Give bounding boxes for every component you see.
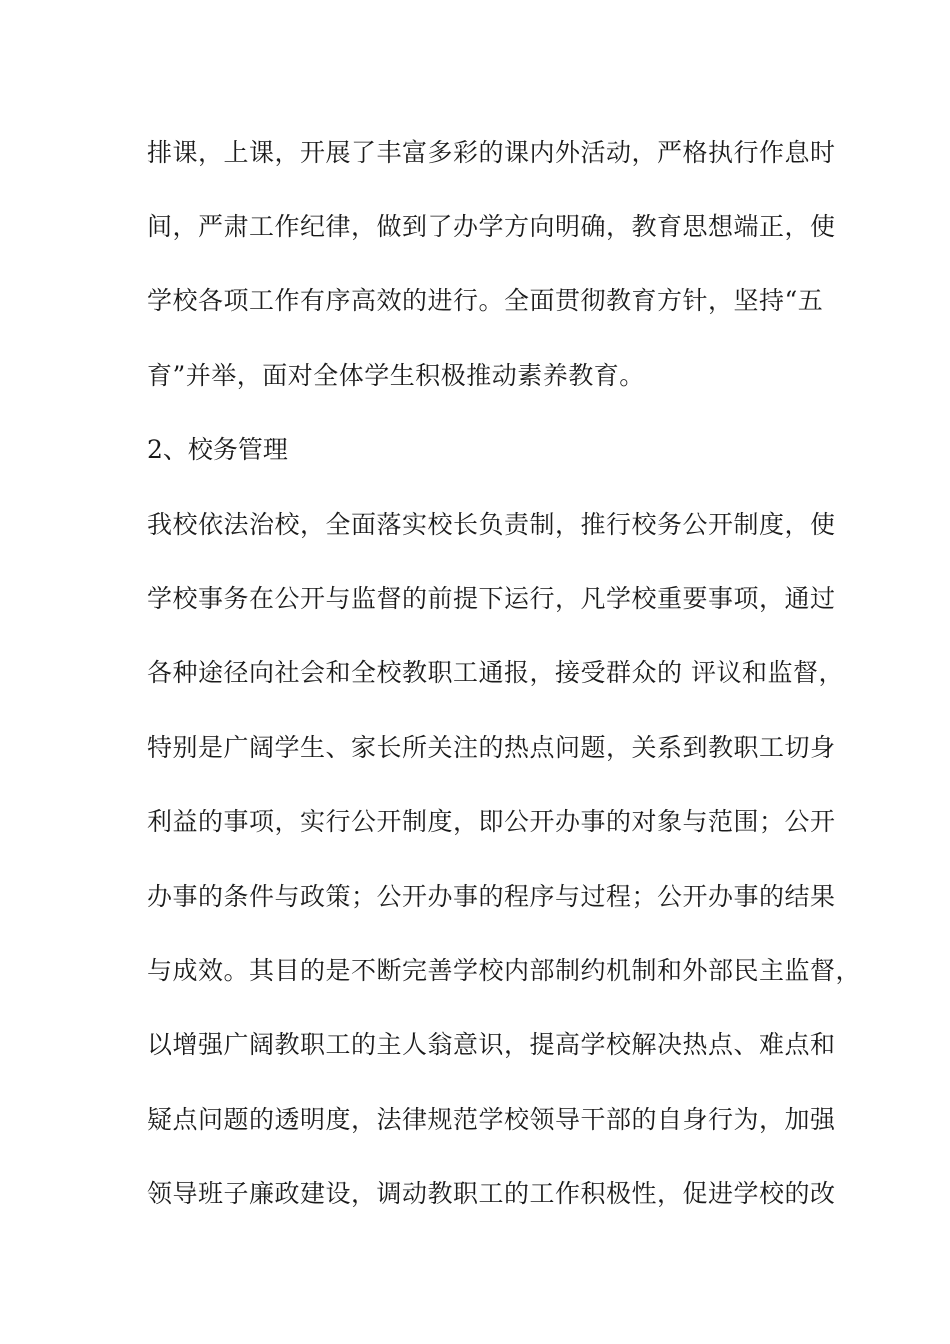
text-line-1: 排课，上课，开展了丰富多彩的课内外活动，严格执行作息时	[147, 138, 836, 167]
text-line-4: 育”并举，面对全体学生积极推动素养教育。	[147, 361, 645, 390]
text-line-14: 疑点问题的透明度，法律规范学校领导干部的自身行为，加强	[147, 1105, 836, 1134]
text-line-7: 学校事务在公开与监督的前提下运行，凡学校重要事项，通过	[147, 584, 836, 613]
text-line-10: 利益的事项，实行公开制度，即公开办事的对象与范围；公开	[147, 807, 836, 836]
text-line-8: 各种途径向社会和全校教职工通报，接受群众的 评议和监督，	[147, 658, 844, 687]
text-line-2: 间，严肃工作纪律，做到了办学方向明确，教育思想端正，使	[147, 212, 836, 241]
text-line-6: 我校依法治校，全面落实校长负责制，推行校务公开制度，使	[147, 510, 836, 539]
text-line-9: 特别是广阔学生、家长所关注的热点问题，关系到教职工切身	[147, 733, 836, 762]
text-line-15: 领导班子廉政建设，调动教职工的工作积极性，促进学校的改	[147, 1179, 836, 1208]
text-line-13: 以增强广阔教职工的主人翁意识，提高学校解决热点、难点和	[147, 1030, 836, 1059]
text-line-12: 与成效。其目的是不断完善学校内部制约机制和外部民主监督，	[147, 956, 862, 985]
section-heading: 2、校务管理	[147, 435, 288, 464]
text-line-3: 学校各项工作有序高效的进行。全面贯彻教育方针，坚持“五	[147, 286, 824, 315]
text-line-11: 办事的条件与政策；公开办事的程序与过程；公开办事的结果	[147, 882, 836, 911]
